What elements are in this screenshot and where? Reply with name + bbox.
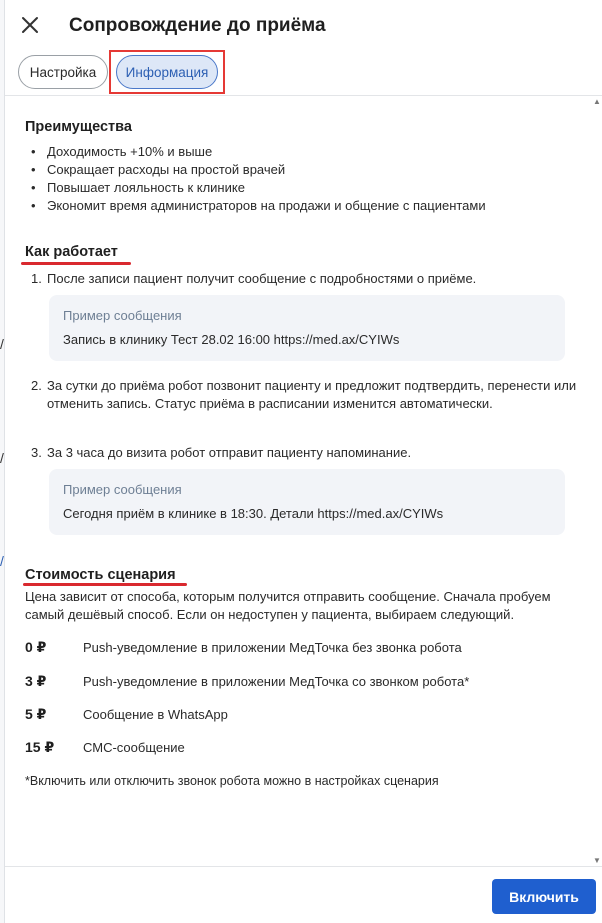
tab-settings[interactable]: Настройка <box>18 55 108 89</box>
list-item: • Повышает лояльность к клинике <box>25 179 585 197</box>
benefits-list <box>25 143 585 215</box>
step-number: 1. <box>31 271 42 286</box>
price-label: Сообщение в WhatsApp <box>83 707 228 722</box>
price-row <box>25 639 581 659</box>
scroll-down-arrow-icon[interactable]: ▼ <box>593 856 601 865</box>
message-example-box <box>49 469 565 535</box>
benefits-heading: Преимущества <box>25 119 132 135</box>
step-text: За сутки до приёма робот позвонит пациенту и предложит подтвердить, перенести или отменить запись. Статус приёма в расписании изменится автоматически. <box>47 378 577 411</box>
red-underline <box>21 262 131 265</box>
background-glyph: / <box>0 553 4 569</box>
step-number: 3. <box>31 445 42 460</box>
red-underline <box>23 583 187 586</box>
message-example-text: Сегодня приём в клинике в 18:30. Детали https://med.ax/CYIWs <box>63 506 444 521</box>
step-item <box>25 270 581 288</box>
price-label: Push-уведомление в приложении МедТочка без звонка робота <box>83 640 462 655</box>
close-button[interactable] <box>19 14 41 36</box>
message-example-box <box>49 295 565 361</box>
price-label: СМС-сообщение <box>83 740 185 755</box>
panel-footer <box>5 866 602 923</box>
price-value: 0 ₽ <box>25 639 47 655</box>
step-text: После записи пациент получит сообщение с подробностями о приёме. <box>47 271 477 286</box>
background-glyph: / <box>0 336 4 352</box>
price-row <box>25 739 581 759</box>
how-it-works-heading: Как работает <box>25 244 118 260</box>
close-icon <box>19 14 41 36</box>
footnote: *Включить или отключить звонок робота можно в настройках сценария <box>25 774 439 788</box>
panel-header <box>5 0 602 52</box>
list-item: • Экономит время администраторов на продажи и общение с пациентами <box>25 197 585 215</box>
tab-information[interactable]: Информация <box>116 55 218 89</box>
step-item <box>25 377 581 413</box>
cost-heading: Стоимость сценария <box>25 567 176 583</box>
price-value: 5 ₽ <box>25 706 47 722</box>
price-value: 15 ₽ <box>25 739 55 755</box>
step-number: 2. <box>31 378 42 393</box>
panel-title: Сопровождение до приёма <box>69 15 326 36</box>
message-example-label: Пример сообщения <box>63 482 182 497</box>
list-item: • Сокращает расходы на простой врачей <box>25 161 585 179</box>
price-label: Push-уведомление в приложении МедТочка со звонком робота* <box>83 674 470 689</box>
step-item <box>25 444 581 462</box>
list-item: • Доходимость +10% и выше <box>25 143 585 161</box>
background-glyph: / <box>0 450 4 466</box>
message-example-label: Пример сообщения <box>63 308 182 323</box>
price-value: 3 ₽ <box>25 673 47 689</box>
message-example-text: Запись в клинику Тест 28.02 16:00 https://med.ax/CYIWs <box>63 332 400 347</box>
cost-description: Цена зависит от способа, которым получится отправить сообщение. Сначала пробуем самый дешёвый способ. Если он недоступен у пациента, выбираем следующий. <box>25 589 551 622</box>
enable-button[interactable]: Включить <box>492 879 596 914</box>
tab-bar <box>5 52 602 96</box>
scroll-up-arrow-icon[interactable]: ▲ <box>593 97 601 106</box>
price-row <box>25 706 581 726</box>
side-panel <box>4 0 602 923</box>
price-row <box>25 673 581 693</box>
step-text: За 3 часа до визита робот отправит пациенту напоминание. <box>47 445 412 460</box>
